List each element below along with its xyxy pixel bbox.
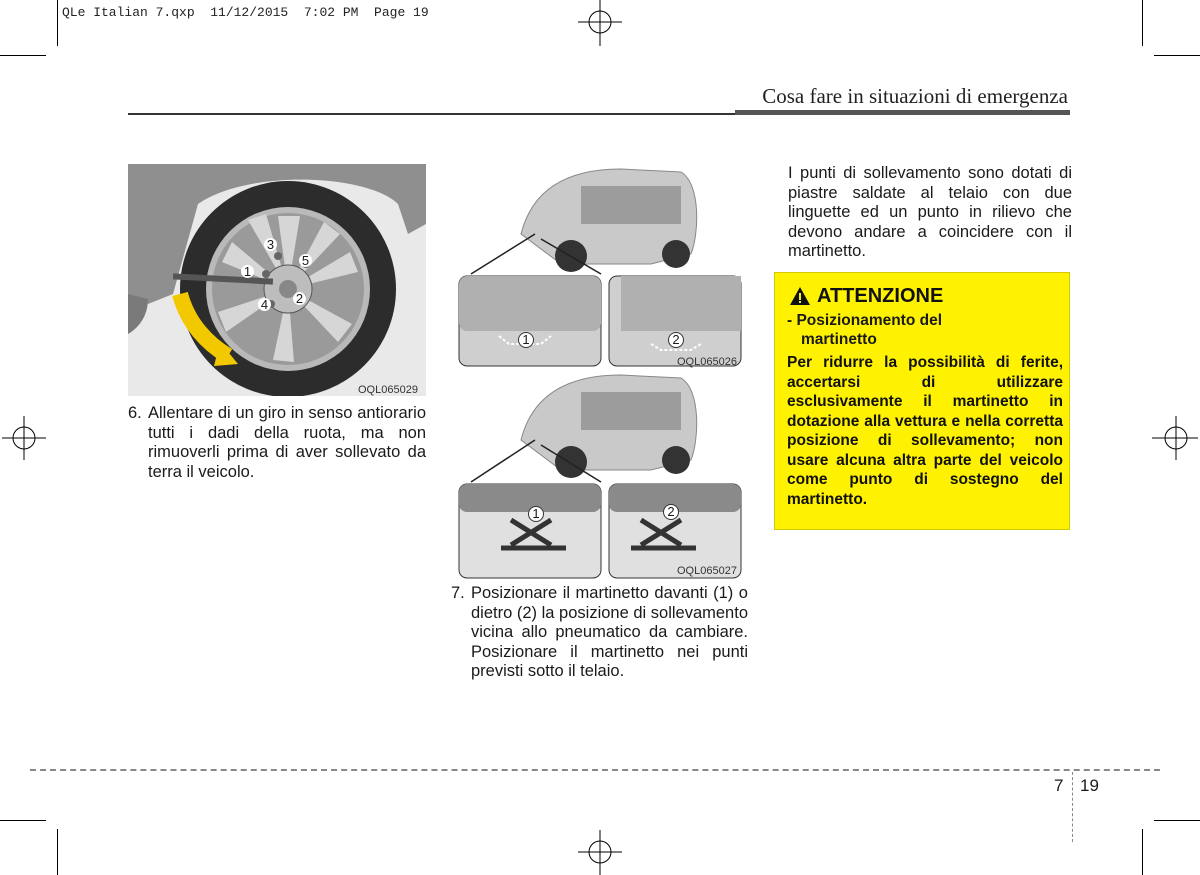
- crop-mark: [1154, 820, 1200, 821]
- jacking-points-description: I punti di sollevamento sono dotati di piastre saldate al telaio con due linguette ed un punto in rilievo che devono andare a coincidere con il martinetto.: [788, 164, 1072, 260]
- wheel-lug-nut-figure: [128, 164, 426, 396]
- page-number: 19: [1080, 776, 1099, 795]
- footer-rule: [30, 769, 1160, 771]
- callout-label: 3: [264, 238, 277, 251]
- crop-mark: [1142, 0, 1143, 46]
- crop-mark: [1154, 55, 1200, 56]
- callout-label: 2: [663, 504, 679, 520]
- callout-label: 1: [528, 506, 544, 522]
- callout-label: 1: [241, 265, 254, 278]
- callout-label: 4: [258, 298, 271, 311]
- figure-code: OQL065026: [677, 356, 737, 368]
- step-6: [128, 404, 426, 482]
- warning-subtitle-line: - Posizionamento del: [787, 312, 943, 329]
- callout-label: 5: [299, 254, 312, 267]
- crop-mark: [57, 829, 58, 875]
- warning-body: Per ridurre la possibilità di ferite, accertarsi di utilizzare esclusivamente il martinetto in dotazione alla vettura e nella corretta posizione di sollevamento; non usare alcuna altra parte del veicolo come punto di sostegno del martinetto.: [787, 354, 1063, 508]
- registration-mark-icon: [574, 828, 626, 875]
- step-number: 6.: [128, 404, 142, 422]
- footer-separator: [1072, 772, 1074, 842]
- registration-mark-icon: [574, 0, 626, 48]
- crop-mark: [0, 820, 46, 821]
- jacking-points-figure: [451, 164, 748, 368]
- crop-mark: [57, 0, 58, 46]
- step-text: Allentare di un giro in senso antiorario tutti i dadi della ruota, ma non rimuoverli prima di aver sollevato da terra il veicolo.: [148, 404, 426, 481]
- figure-code: OQL065027: [677, 565, 737, 577]
- crop-mark: [0, 55, 46, 56]
- step-number: 7.: [451, 584, 465, 602]
- warning-title: ATTENZIONE: [817, 285, 944, 307]
- warning-box: [774, 272, 1070, 530]
- section-title: Cosa fare in situazioni di emergenza: [762, 84, 1068, 108]
- print-slug: QLe Italian 7.qxp 11/12/2015 7:02 PM Page 19: [62, 5, 429, 20]
- jack-position-figure: [451, 370, 748, 580]
- registration-mark-icon: [0, 412, 46, 464]
- step-7: [451, 584, 748, 682]
- header-rule-accent: [735, 110, 1070, 115]
- registration-mark-icon: [1152, 412, 1200, 464]
- warning-subtitle: [787, 311, 1047, 349]
- warning-triangle-icon: [789, 286, 811, 306]
- callout-label: 2: [293, 292, 306, 305]
- chapter-number: 7: [1054, 776, 1064, 795]
- callout-label: 2: [668, 332, 684, 348]
- figure-code: OQL065029: [358, 384, 418, 396]
- crop-mark: [1142, 829, 1143, 875]
- step-text: Posizionare il martinetto davanti (1) o dietro (2) la posizione di sollevamento vicina allo pneumatico da cambiare. Posizionare il martinetto nei punti previsti sotto il telaio.: [471, 584, 748, 680]
- callout-label: 1: [518, 332, 534, 348]
- warning-subtitle-line: martinetto: [801, 331, 877, 348]
